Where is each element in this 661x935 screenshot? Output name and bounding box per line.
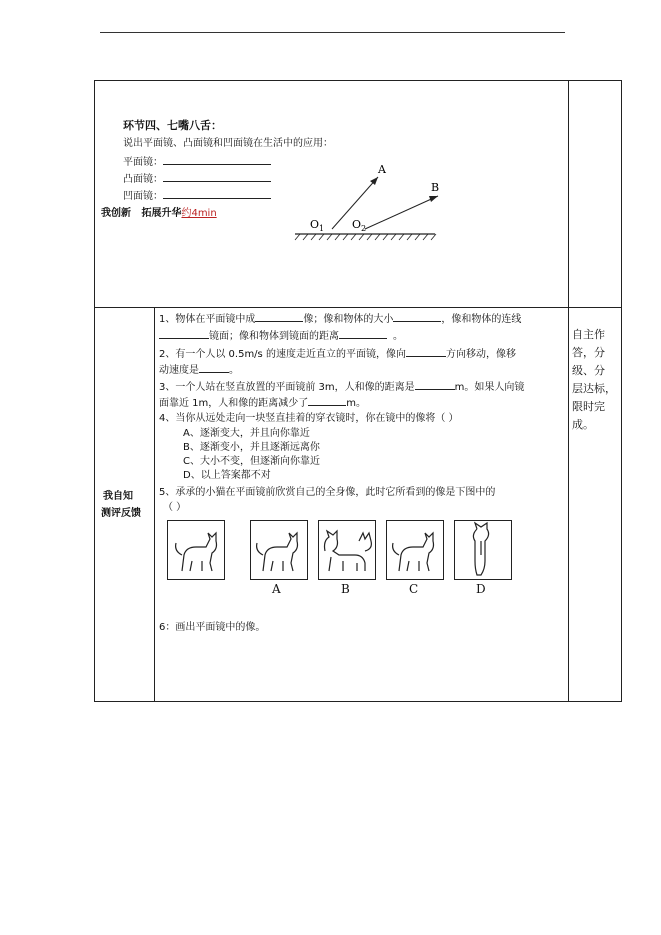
section4-title: 环节四、七嘴八舌： [123, 119, 222, 132]
q4-option-b: B、逐渐变小，并且逐渐远离你 [183, 442, 320, 453]
cat-original-image [167, 520, 225, 580]
q5-stem: 5、承承的小猫在平面镜前欣赏自己的全身像，此时它所看到的像是下图中的 [159, 487, 496, 498]
ray-o2-b [365, 196, 438, 229]
q6-text: 6：画出平面镜中的像。 [159, 622, 266, 633]
cat-option-d-image [454, 520, 512, 580]
left-label-line2: 测评反馈 [101, 508, 141, 519]
cat-label-d: D [476, 582, 486, 596]
q2-line2: 动速度是 。 [159, 362, 239, 377]
q3-line1: 3、一个人站在竖直放置的平面镜前 3m，人和像的距离是 m。如果人向镜 [159, 379, 524, 394]
worksheet-table [94, 80, 622, 702]
cat-label-b: B [341, 582, 350, 596]
section4-side-cell [569, 81, 622, 308]
q1-line1: 1、物体在平面镜中成 像；像和物体的大小 ，像和物体的连线 [159, 311, 521, 326]
label-a: A [378, 163, 386, 176]
section4-cell [95, 81, 569, 308]
right-note: 自主作 答，分 级、分 层达标， 限时完 成。 [572, 328, 616, 431]
q5-blank: （ ） [163, 502, 187, 513]
cat-option-c-image [386, 520, 444, 580]
arrow-a-icon [370, 177, 378, 185]
q4-stem: 4、当你从远处走向一块竖直挂着的穿衣镜时，你在镜中的像将（ ） [159, 413, 459, 424]
reflection-diagram [290, 159, 450, 244]
plane-mirror-line: 平面镜： [123, 154, 271, 169]
cat-option-b-image [318, 520, 376, 580]
q3-line2: 面靠近 1m，人和像的距离减少了 m。 [159, 395, 366, 410]
innovate-label: 我创新 拓展升华约4min [101, 208, 217, 219]
left-label-line1: 我自知 [103, 491, 133, 502]
q4-option-c: C、大小不变，但逐渐向你靠近 [183, 456, 320, 467]
cat-label-a: A [272, 582, 281, 596]
right-note-cell [569, 308, 622, 702]
cat-label-c: C [409, 582, 419, 596]
concave-mirror-line: 凹面镜： [123, 188, 271, 203]
arrow-b-icon [429, 196, 438, 202]
label-b: B [431, 181, 440, 194]
left-label-cell [95, 308, 155, 702]
convex-mirror-line: 凸面镜： [123, 171, 271, 186]
q2-line1: 2、有一个人以 0.5m/s 的速度走近直立的平面镜，像向 方向移动，像移 [159, 346, 516, 361]
q4-option-a: A、逐渐变大，并且向你靠近 [183, 428, 310, 439]
q1-line2: 镜面；像和物体到镜面的距离 。 [159, 328, 403, 343]
label-o2: $O_2$ [352, 218, 367, 233]
questions-cell [155, 308, 569, 702]
section4-prompt: 说出平面镜、凸面镜和凹面镜在生活中的应用： [123, 138, 333, 149]
header-rule [100, 32, 565, 33]
label-o1: $O_1$ [310, 218, 325, 233]
cat-option-a-image [250, 520, 308, 580]
q4-option-d: D、以上答案都不对 [183, 470, 271, 481]
